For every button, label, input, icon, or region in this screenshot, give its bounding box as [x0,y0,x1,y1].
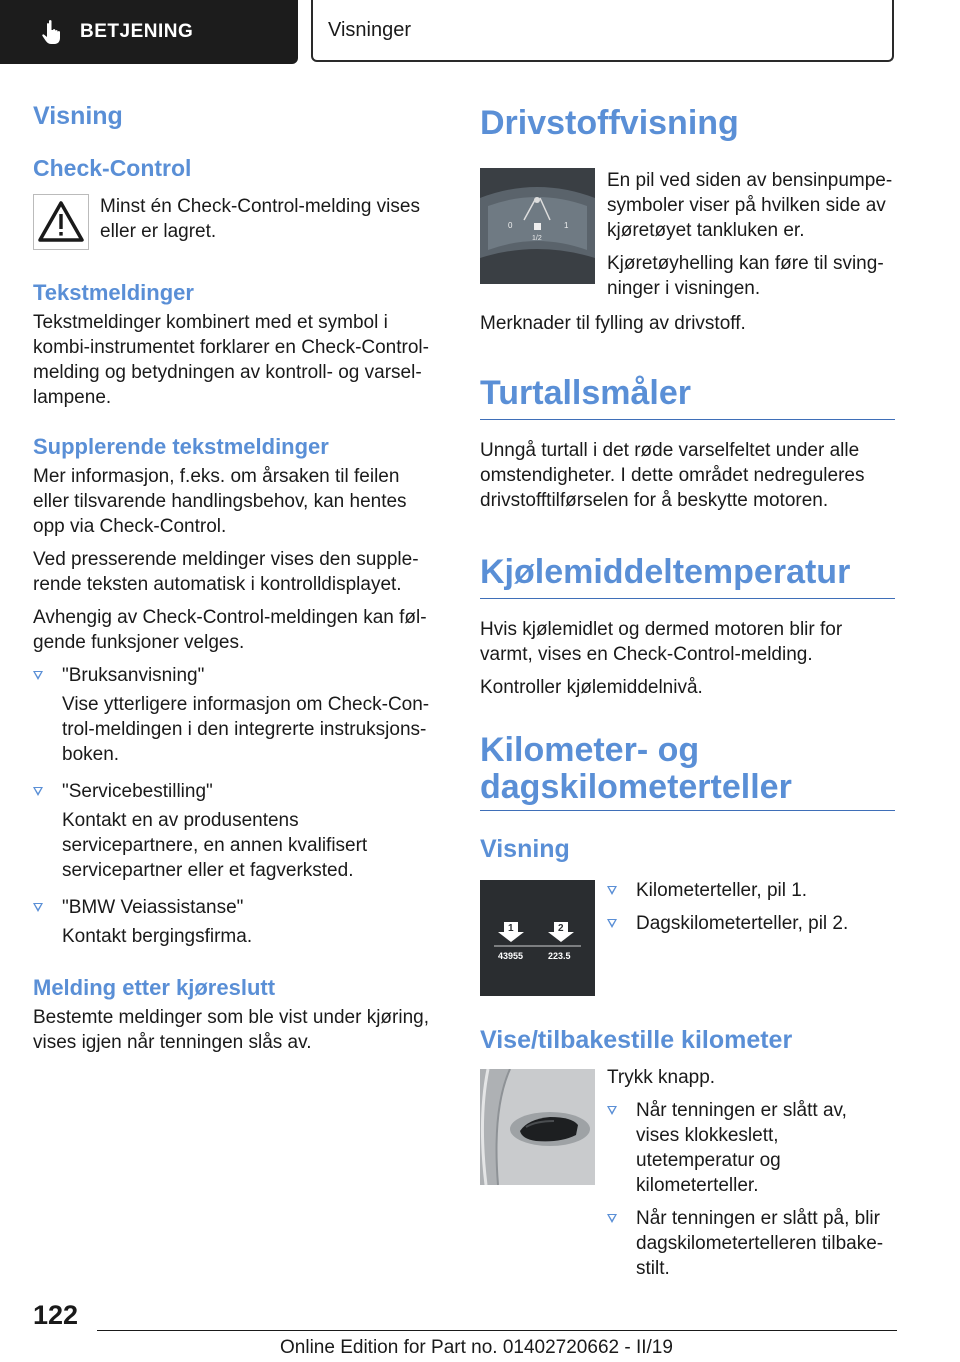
visning-heading: Visning [33,102,123,130]
drivstoff-heading: Drivstoffvisning [480,104,739,142]
left-column [33,100,438,1055]
list-item [33,895,438,920]
check-control-text: Minst én Check-Control-melding vises eller er lagret. [100,196,420,242]
vise-paragraph: Trykk knapp. [607,1067,716,1088]
function-list [33,895,438,920]
km-heading-line-2: dagskilometerteller [480,768,792,806]
fuel-gauge-image [480,168,595,284]
list-item-description: Kontakt en av produsentens servicepartnere, en annen kvalifisert servicepartner eller et fagverksted. [62,810,368,881]
km-heading [480,732,895,811]
triangle-bullet-icon [607,1214,617,1223]
supplerende-paragraph-3: Avhengig av Check-Control-meldingen kan følgende funksjoner velges. [33,607,427,653]
turtall-heading: Turtallsmåler [480,374,895,420]
section-title: Visninger [328,18,412,41]
km-heading-line-1: Kilometer- og [480,731,700,769]
triangle-bullet-icon [33,787,43,796]
arrow-2-label: 2 [558,923,564,934]
chapter-tab [0,0,298,64]
triangle-bullet-icon [607,919,617,928]
vise-list [607,1098,895,1281]
supplerende-heading: Supplerende tekstmeldinger [33,434,329,459]
turtall-text: Unngå turtall i det røde varselfeltet under alle omstendigheter. I dette området nedreguleres drivstofftilførselen for å beskytte motoren. [480,440,865,511]
drivstoff-block [480,168,895,301]
vise-text [607,1069,895,1281]
vise-heading: Vise/tilbakestille kilometer [480,1026,793,1054]
list-item [33,779,438,804]
triangle-bullet-icon [33,903,43,912]
page-number: 122 [33,1300,79,1330]
list-item-label: "Bruksanvisning" [62,665,205,686]
list-item [607,911,848,936]
kjole-paragraph-2: Kontroller kjølemiddelnivå. [480,677,703,698]
tekstmeldinger-text: Tekstmeldinger kombinert med et symbol i kombi-instrumentet forklarer en Check-Control-melding og betydningen av kontroll- og varsellampene. [33,312,429,408]
supplerende-paragraph-2: Ved presserende meldinger vises den supplerende teksten automatisk i kontrolldisplayet. [33,549,419,595]
footer-divider [97,1330,897,1331]
list-item-label: Når tenningen er slått av, vises klokkeslett, utetemperatur og kilometerteller. [636,1100,847,1196]
chapter-title: BETJENING [80,21,194,42]
odometer-value: 43955 [498,951,524,961]
km-visning-heading: Visning [480,835,570,863]
list-item-description: Kontakt bergingsfirma. [62,926,253,947]
supplerende-paragraph-1: Mer informasjon, f.eks. om årsaken til feilen eller tilsvarende handlingsbehov, kan hentes opp via Check-Control. [33,466,407,537]
arrow-1-label: 1 [508,923,514,934]
edition-info: Online Edition for Part no. 01402720662 - II/19 [280,1337,673,1358]
hand-pointer-icon [38,18,66,46]
list-item [607,1098,895,1198]
list-item [607,878,848,903]
vise-block [480,1069,895,1281]
gauge-label-half: 1/2 [532,235,542,242]
triangle-bullet-icon [33,671,43,680]
melding-heading: Melding etter kjøreslutt [33,975,276,1000]
kjole-paragraph-1: Hvis kjølemidlet og dermed motoren blir for varmt, vises en Check-Control-melding. [480,619,843,665]
list-item-label: Når tenningen er slått på, blir dagskilometertelleren tilbakestilt. [636,1208,884,1279]
list-item-label: "Servicebestilling" [62,781,213,802]
list-item-label: "BMW Veiassistanse" [62,897,244,918]
reset-button-image [480,1069,595,1185]
drivstoff-text [607,168,895,301]
list-item-description: Vise ytterligere informasjon om Check-Control-meldingen i den integrerte instruksjonsboken. [62,694,430,765]
drivstoff-paragraph-2: Kjøretøyhelling kan føre til svingninger i visningen. [607,253,884,299]
check-control-heading: Check-Control [33,155,192,181]
function-list [33,663,438,688]
triangle-bullet-icon [607,886,617,895]
km-visning-block [480,880,895,996]
warning-triangle-icon [33,194,89,250]
kjole-heading: Kjølemiddeltemperatur [480,553,895,599]
list-item-label: Kilometerteller, pil 1. [636,880,808,901]
list-item [607,1206,895,1281]
melding-text: Bestemte meldinger som ble vist under kjøring, vises igjen når tenningen slås av. [33,1007,429,1053]
tekstmeldinger-heading: Tekstmeldinger [33,280,194,305]
right-column [480,100,895,1281]
gauge-label-one: 1 [564,221,569,230]
list-item [33,663,438,688]
km-list [607,878,848,996]
section-tab [311,0,894,62]
function-list [33,779,438,804]
list-item-label: Dagskilometerteller, pil 2. [636,913,849,934]
check-control-block [33,194,438,250]
triangle-bullet-icon [607,1106,617,1115]
trip-value: 223.5 [548,951,571,961]
odometer-display-image [480,880,595,996]
drivstoff-paragraph-3: Merknader til fylling av drivstoff. [480,313,746,334]
gauge-label-zero: 0 [508,221,513,230]
drivstoff-paragraph-1: En pil ved siden av bensinpumpesymboler viser på hvilken side av kjøretøyet tankluken er. [607,170,893,241]
